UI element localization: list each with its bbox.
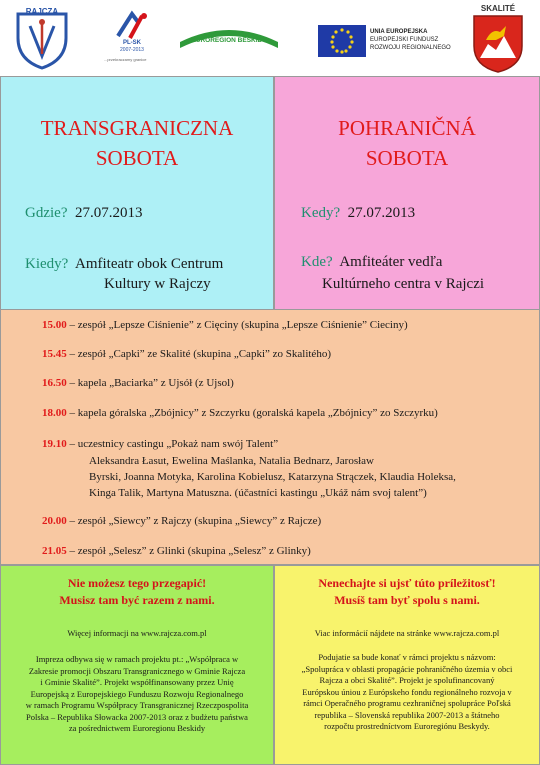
slovak-title-panel <box>274 76 540 310</box>
eu-text-line: ROZWOJU REGIONALNEGO <box>370 45 451 51</box>
program-text: – uczestnicy castingu „Pokaż nam swój Talent” <box>66 438 279 450</box>
program-item <box>42 545 311 557</box>
plsk-logo <box>104 10 156 66</box>
casting-participants-line: Byrski, Joanna Motyka, Karolina Kobielusz, Katarzyna Strączek, Klaudia Holeksa, <box>89 471 456 483</box>
program-text: – zespół „Capki” ze Skalité (skupina „Capki” zo Skalitého) <box>66 348 331 360</box>
program-item <box>42 438 278 450</box>
fine-print-line: Polska – Republika Słowacka 2007-2013 oraz z budżetu państwa <box>26 711 248 722</box>
fine-print-line: Podujatie sa bude konať v rámci projektu s názvom: <box>318 652 496 662</box>
program-time: 18.00 <box>42 407 67 419</box>
when-value-line1: Amfiteatr obok Centrum <box>75 256 224 272</box>
skalite-text: SKALITÉ <box>480 4 516 13</box>
program-time: 19.10 <box>42 438 67 450</box>
program-text: – zespół „Lepsze Ciśnienie” z Cięciny (skupina „Lepsze Ciśnienie” Cieciny) <box>66 319 408 331</box>
where-label: Gdzie? <box>25 205 68 221</box>
slovak-more-info: Viac informácií nájdete na stránke www.rajcza.com.pl <box>314 628 500 638</box>
title-line: TRANSGRANICZNA <box>40 116 234 140</box>
fine-print-line: Európskou úniou z Európskeho fondu regionálneho rozvoja v <box>302 686 512 697</box>
slovak-title <box>275 113 539 173</box>
polish-info-panel <box>0 565 274 765</box>
title-line: POHRANIČNÁ <box>338 116 476 140</box>
eu-text-line: EUROPEJSKI FUNDUSZ <box>370 37 439 43</box>
program-text: – zespół „Siewcy” z Rajczy (skupina „Siewcy” z Rajcze) <box>66 515 322 527</box>
euroregion-text: EUROREGION BESKIDY <box>191 37 267 44</box>
eu-flag-icon <box>318 25 366 57</box>
plsk-years: 2007-2013 <box>120 47 144 53</box>
slogan-line: Nenechajte si ujsť túto príležitosť! <box>318 576 496 590</box>
logo-strip <box>0 0 540 76</box>
slovak-where-line2: Kultúrneho centra v Rajczi <box>322 276 485 292</box>
fine-print-line: Impreza odbywa się w ramach projektu pt.: „Współpraca w <box>35 654 239 664</box>
fine-print-line: „Spolupráca v oblasti propagácie pohraničného územia v obci <box>301 663 513 674</box>
plsk-text: PL-SK <box>123 40 141 46</box>
program-text: – kapela góralska „Zbójnicy” z Szczyrku (goralská kapela „Zbójnicy” zo Szczyrku) <box>66 407 438 419</box>
slogan-line: Musíš tam byť spolu s nami. <box>334 593 480 607</box>
when-label: Kedy? <box>301 205 341 221</box>
casting-participants-line: Aleksandra Łasut, Ewelina Maślanka, Natalia Bednarz, Jarosław <box>89 455 374 467</box>
when-value: 27.07.2013 <box>347 205 416 221</box>
fine-print-line: rozpočtu prostredníctvom Euroregiónu Beskydy. <box>324 721 490 731</box>
eu-text <box>370 28 451 52</box>
program-text: – zespół „Selesz” z Glinki (skupina „Selesz” z Glinky) <box>66 545 311 557</box>
program-panel <box>0 310 540 565</box>
skalite-logo <box>470 4 526 74</box>
eu-text-line: UNIA EUROPEJSKA <box>370 29 428 35</box>
slovak-slogan <box>275 575 539 609</box>
fine-print-line: Rajcza a obci Skalité”. Projekt je spolufinancovaný <box>319 675 495 685</box>
fine-print-line: za pośrednictwem Euroregionu Beskidy <box>68 723 206 733</box>
where-value: 27.07.2013 <box>74 205 143 221</box>
polish-where <box>25 205 142 222</box>
fine-print-line: republika – Slovenská republika 2007-2013 a štátneho <box>314 709 500 720</box>
program-time: 15.45 <box>42 348 67 360</box>
fine-print-line: rámci Operačného programu cezhraničnej spolupráce Poľská <box>303 698 511 708</box>
fine-print-line: i Gminie Skalité”. Projekt współfinansowany przez Unię <box>40 677 234 687</box>
program-item <box>42 515 321 527</box>
program-time: 20.00 <box>42 515 67 527</box>
title-line: SOBOTA <box>95 146 179 170</box>
rajcza-logo <box>14 4 70 70</box>
fine-print-line: Zakresie promocji Obszaru Transgranicznego w Gminie Rajcza <box>28 665 246 676</box>
program-time: 15.00 <box>42 319 67 331</box>
program-time: 16.50 <box>42 377 67 389</box>
casting-participants-line: Kinga Talik, Martyna Matuszna. (účastníci kastingu „Ukáž nám svoj talent”) <box>89 487 427 499</box>
rajcza-logo-text: RAJCZA <box>25 7 59 16</box>
slovak-fine-print <box>281 652 533 733</box>
polish-when-line2: Kultury w Rajczy <box>104 276 211 292</box>
polish-title <box>1 113 273 173</box>
polish-when <box>25 256 223 273</box>
slogan-line: Musisz tam być razem z nami. <box>59 593 215 607</box>
program-item <box>42 377 234 389</box>
slovak-where <box>301 254 442 271</box>
title-line: SOBOTA <box>365 146 449 170</box>
program-time: 21.05 <box>42 545 67 557</box>
slogan-line: Nie możesz tego przegapić! <box>67 576 207 590</box>
where-label: Kde? <box>301 254 333 270</box>
polish-more-info: Więcej informacji na www.rajcza.com.pl <box>67 628 207 638</box>
eu-logo <box>318 25 458 59</box>
program-item <box>42 348 331 360</box>
euroregion-logo <box>178 28 280 52</box>
fine-print-line: Europejską z Europejskiego Funduszu Rozwoju Regionalnego <box>30 688 244 699</box>
polish-title-panel <box>0 76 274 310</box>
program-item <box>42 407 438 419</box>
slovak-when <box>301 205 415 222</box>
polish-fine-print <box>7 654 267 735</box>
fine-print-line: w ramach Programu Współpracy Transgranicznej Rzeczpospolita <box>25 700 249 710</box>
where-value-line1: Amfiteáter vedľa <box>339 254 443 270</box>
program-text: – kapela „Baciarka” z Ujsół (z Ujsol) <box>66 377 234 389</box>
program-item <box>42 319 408 331</box>
slovak-info-panel <box>274 565 540 765</box>
polish-slogan <box>1 575 273 609</box>
plsk-motto: ...przekraczamy granice <box>104 57 147 62</box>
when-label: Kiedy? <box>25 256 69 272</box>
